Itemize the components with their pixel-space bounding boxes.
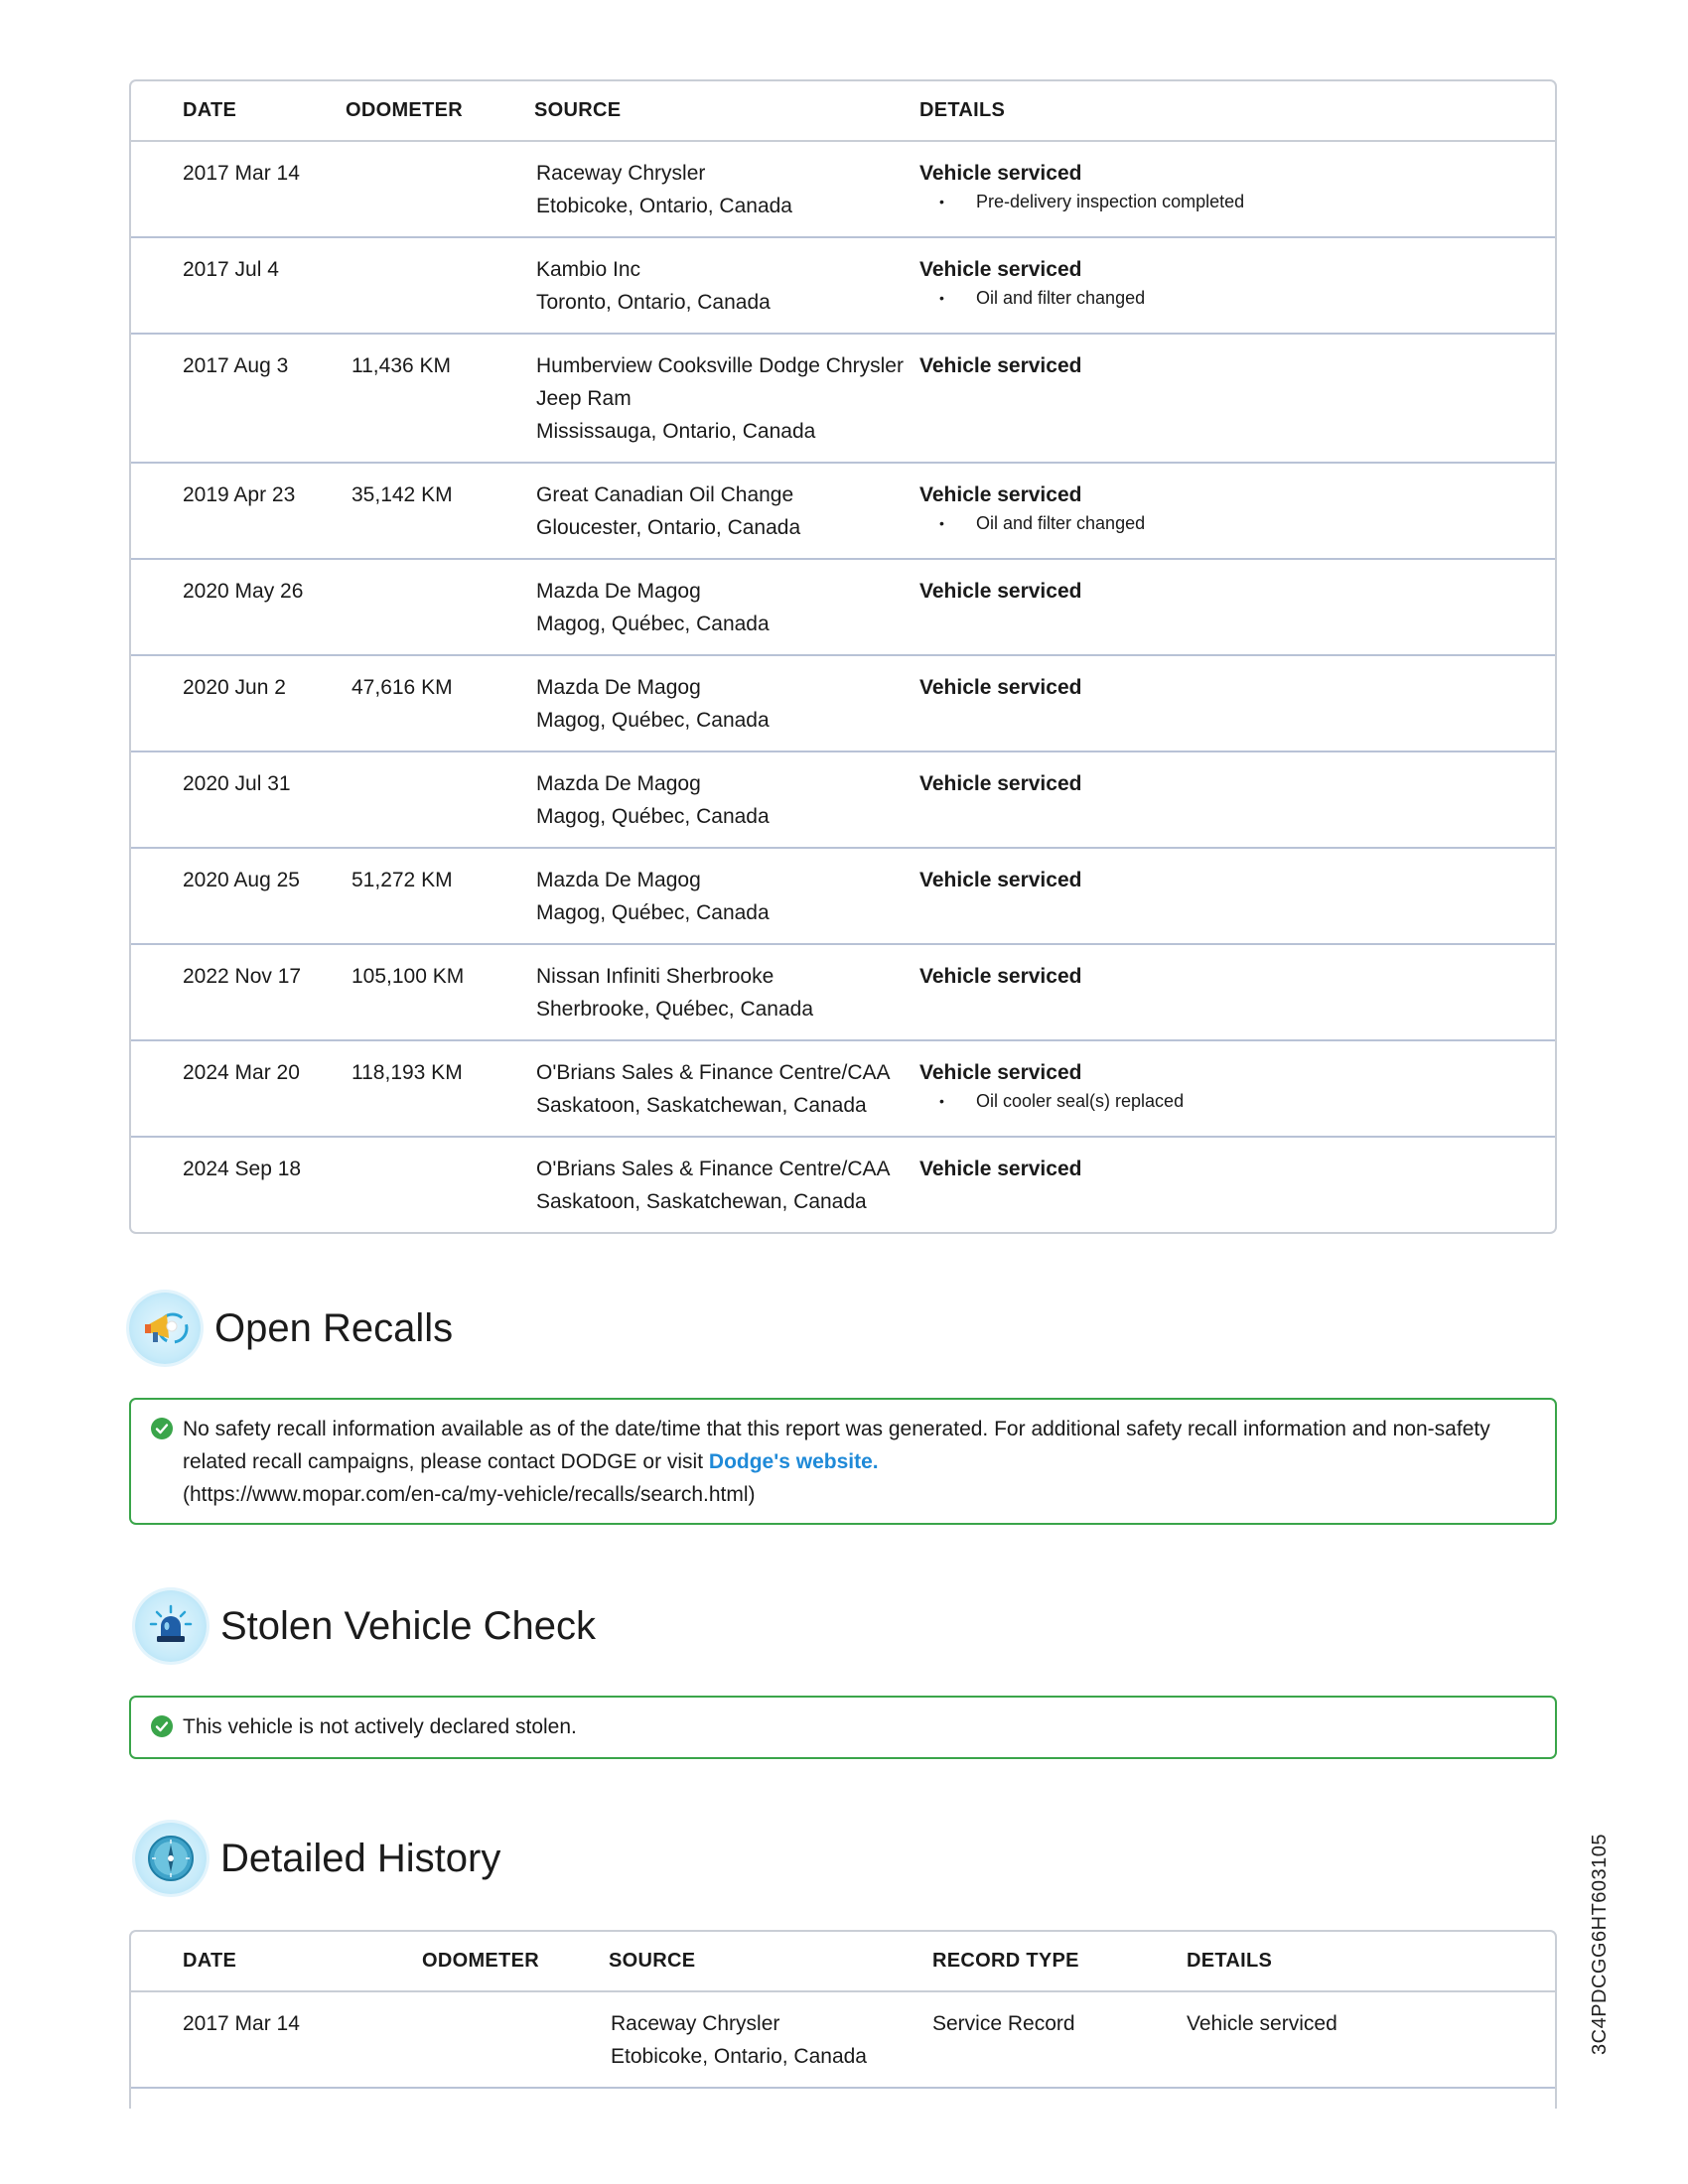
megaphone-icon [129,1293,201,1364]
cell-odometer [422,1992,609,2087]
cell-source [534,560,919,654]
source-name: Raceway Chrysler [536,162,706,185]
stolen-message: This vehicle is not actively declared stolen. [183,1715,577,1738]
cell-odometer: 51,272 KM [352,869,453,891]
cell-details [919,945,1555,1039]
header-odometer: ODOMETER [346,99,463,121]
table-row [131,943,1555,1039]
cell-date: 2017 Aug 3 [183,354,289,377]
table-row [131,333,1555,462]
cell-date: 2024 Mar 20 [183,1061,300,1084]
header-record-type: RECORD TYPE [932,1950,1079,1972]
service-history-table [129,79,1557,1234]
cell-details [919,1041,1555,1136]
recall-message: No safety recall information available as of the date/time that this report was generated. For additional safety recall information and non-safety related recall campaigns, please contact DODGE or visit [183,1418,1490,1473]
source-location: Saskatoon, Saskatchewan, Canada [536,1094,867,1117]
header-date: DATE [183,99,237,121]
detail-bullets [919,508,1555,538]
detail-title: Vehicle serviced [919,162,1082,185]
cell-details [919,752,1555,847]
cell-date: 2017 Jul 4 [183,258,279,281]
cell-date: 2017 Mar 14 [183,162,300,185]
source-name: Great Canadian Oil Change [536,483,794,506]
header-odometer: ODOMETER [422,1950,539,1972]
detail-bullets [919,283,1555,313]
cell-odometer: 47,616 KM [352,676,453,699]
source-name: Mazda De Magog [536,580,701,603]
source-name: Nissan Infiniti Sherbrooke [536,965,774,988]
source-location: Toronto, Ontario, Canada [536,291,771,314]
cell-details [919,849,1555,943]
section-title: Detailed History [220,1836,501,1880]
detail-title: Vehicle serviced [919,869,1082,891]
header-source: SOURCE [534,99,622,121]
table-row [131,1992,1555,2089]
cell-source [534,1138,919,1232]
cell-date: 2019 Apr 23 [183,483,296,506]
detail-title: Vehicle serviced [919,258,1082,281]
source-name: Kambio Inc [536,258,641,281]
detailed-history-table [129,1930,1557,2109]
dodge-website-link[interactable]: Dodge's website. [708,1450,879,1473]
stolen-notice [129,1696,1557,1759]
cell-source [534,142,919,236]
cell-odometer: 105,100 KM [352,965,465,988]
header-date: DATE [183,1950,237,1972]
detail-bullets [919,1086,1555,1116]
section-title: Stolen Vehicle Check [220,1603,597,1648]
check-circle-icon [151,1715,173,1737]
cell-date: 2020 Aug 25 [183,869,300,891]
source-location: Magog, Québec, Canada [536,901,770,924]
cell-date: 2022 Nov 17 [183,965,302,988]
cell-odometer [346,560,534,654]
source-name: O'Brians Sales & Finance Centre/CAA [536,1158,891,1180]
source-location: Etobicoke, Ontario, Canada [536,195,792,217]
table-row [131,847,1555,943]
cell-date: 2020 May 26 [183,580,304,603]
detail-title: Vehicle serviced [919,1158,1082,1180]
detail-title: Vehicle serviced [919,965,1082,988]
cell-details: Vehicle serviced [1187,2012,1337,2035]
detail-bullet: • Pre-delivery inspection completed [919,187,1555,216]
cell-details [919,142,1555,236]
source-name: Raceway Chrysler [611,2012,780,2035]
check-circle-icon [151,1418,173,1439]
source-location: Magog, Québec, Canada [536,709,770,732]
recall-notice [129,1398,1557,1525]
detail-title: Vehicle serviced [919,676,1082,699]
table-header [131,81,1555,142]
cell-odometer: 118,193 KM [352,1061,463,1084]
cell-odometer [346,752,534,847]
source-location: Gloucester, Ontario, Canada [536,516,801,539]
table-row [131,558,1555,654]
source-location: Sherbrooke, Québec, Canada [536,998,814,1021]
cell-date: 2020 Jun 2 [183,676,286,699]
table-row [131,462,1555,558]
source-name: Humberview Cooksville Dodge Chrysler Jeep Ram [536,354,904,410]
table-body [131,1992,1555,2089]
detail-title: Vehicle serviced [919,483,1082,506]
cell-details [919,464,1555,558]
header-source: SOURCE [609,1950,696,1972]
source-name: Mazda De Magog [536,869,701,891]
detail-title: Vehicle serviced [919,580,1082,603]
table-row [131,1039,1555,1136]
cell-source [609,1992,932,2087]
table-row [131,236,1555,333]
cell-details [919,656,1555,751]
cell-odometer [346,142,534,236]
cell-odometer: 35,142 KM [352,483,453,506]
header-details: DETAILS [1187,1950,1273,1972]
table-row [131,1136,1555,1232]
table-row [131,751,1555,847]
cell-odometer [346,1138,534,1232]
detailed-history-header [129,1823,500,1894]
cell-date: 2020 Jul 31 [183,772,291,795]
cell-odometer: 11,436 KM [352,354,452,377]
detail-title: Vehicle serviced [919,354,1082,377]
source-location: Magog, Québec, Canada [536,805,770,828]
cell-odometer [346,238,534,333]
table-row [131,654,1555,751]
cell-date: 2017 Mar 14 [183,2012,300,2035]
source-name: O'Brians Sales & Finance Centre/CAA [536,1061,891,1084]
source-name: Mazda De Magog [536,676,701,699]
cell-record-type: Service Record [932,2012,1075,2035]
recall-url: (https://www.mopar.com/en-ca/my-vehicle/recalls/search.html) [183,1483,756,1506]
source-location: Magog, Québec, Canada [536,613,770,635]
table-body [131,142,1555,1232]
table-row [131,142,1555,236]
table-header [131,1932,1555,1992]
compass-icon [135,1823,207,1894]
cell-source [534,1041,919,1136]
detail-title: Vehicle serviced [919,1061,1082,1084]
section-title: Open Recalls [214,1305,454,1350]
cell-source [534,464,919,558]
cell-details [919,560,1555,654]
source-location: Saskatoon, Saskatchewan, Canada [536,1190,867,1213]
cell-source [534,335,919,462]
cell-source [534,849,919,943]
open-recalls-header [129,1293,453,1364]
cell-details [919,335,1555,462]
detail-bullet: • Oil cooler seal(s) replaced [919,1086,1555,1116]
header-details: DETAILS [919,99,1006,121]
cell-details [919,238,1555,333]
source-name: Mazda De Magog [536,772,701,795]
stolen-check-header [129,1590,596,1662]
cell-date: 2024 Sep 18 [183,1158,302,1180]
cell-details [919,1138,1555,1232]
source-location: Etobicoke, Ontario, Canada [611,2045,867,2068]
siren-icon [135,1590,207,1662]
detail-bullet: • Oil and filter changed [919,508,1555,538]
detail-bullets [919,187,1555,216]
cell-source [534,945,919,1039]
cell-source [534,238,919,333]
cell-source [534,656,919,751]
detail-bullet: • Oil and filter changed [919,283,1555,313]
detail-title: Vehicle serviced [919,772,1082,795]
cell-source [534,752,919,847]
vin-label: 3C4PDCGG6HT603105 [1589,1833,1611,2055]
source-location: Mississauga, Ontario, Canada [536,420,816,443]
